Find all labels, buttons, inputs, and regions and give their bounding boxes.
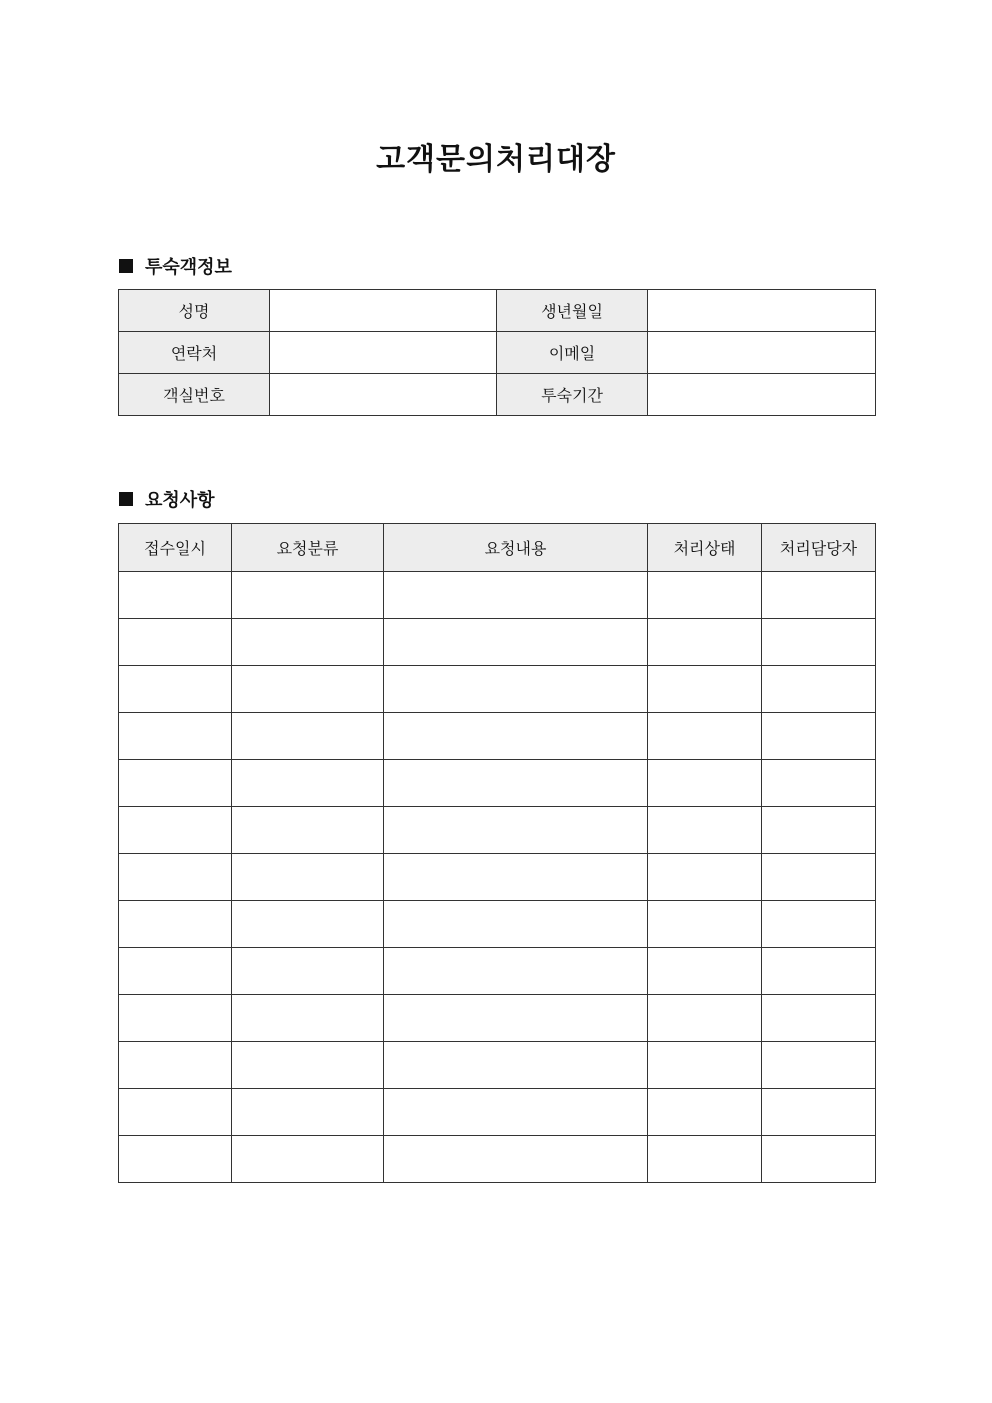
received-time-cell[interactable] xyxy=(119,666,232,713)
table-header-row xyxy=(119,524,876,572)
birthdate-field[interactable] xyxy=(648,290,876,332)
request-category-cell[interactable] xyxy=(232,948,384,995)
table-row xyxy=(119,995,876,1042)
bullet-square-icon xyxy=(119,259,133,273)
request-category-cell[interactable] xyxy=(232,901,384,948)
email-label: 이메일 xyxy=(497,332,648,374)
received-time-cell[interactable] xyxy=(119,1042,232,1089)
status-cell[interactable] xyxy=(648,760,762,807)
table-row xyxy=(119,854,876,901)
table-row xyxy=(119,1089,876,1136)
handler-cell[interactable] xyxy=(762,1042,876,1089)
handler-cell[interactable] xyxy=(762,1136,876,1183)
request-content-cell[interactable] xyxy=(384,854,648,901)
table-row xyxy=(119,1136,876,1183)
column-header-handler: 처리담당자 xyxy=(762,524,876,572)
received-time-cell[interactable] xyxy=(119,807,232,854)
received-time-cell[interactable] xyxy=(119,901,232,948)
stay-period-label: 투숙기간 xyxy=(497,374,648,416)
request-content-cell[interactable] xyxy=(384,572,648,619)
handler-cell[interactable] xyxy=(762,807,876,854)
request-content-cell[interactable] xyxy=(384,619,648,666)
request-content-cell[interactable] xyxy=(384,901,648,948)
received-time-cell[interactable] xyxy=(119,713,232,760)
name-field[interactable] xyxy=(270,290,497,332)
status-cell[interactable] xyxy=(648,666,762,713)
request-category-cell[interactable] xyxy=(232,854,384,901)
handler-cell[interactable] xyxy=(762,854,876,901)
request-heading xyxy=(119,486,215,512)
request-content-cell[interactable] xyxy=(384,1089,648,1136)
table-row xyxy=(119,760,876,807)
handler-cell[interactable] xyxy=(762,901,876,948)
request-category-cell[interactable] xyxy=(232,1089,384,1136)
table-row xyxy=(119,619,876,666)
status-cell[interactable] xyxy=(648,948,762,995)
request-category-cell[interactable] xyxy=(232,619,384,666)
email-field[interactable] xyxy=(648,332,876,374)
request-category-cell[interactable] xyxy=(232,995,384,1042)
guest-info-table xyxy=(118,289,876,416)
handler-cell[interactable] xyxy=(762,995,876,1042)
status-cell[interactable] xyxy=(648,1136,762,1183)
table-row xyxy=(119,332,876,374)
received-time-cell[interactable] xyxy=(119,995,232,1042)
handler-cell[interactable] xyxy=(762,948,876,995)
request-content-cell[interactable] xyxy=(384,760,648,807)
status-cell[interactable] xyxy=(648,901,762,948)
request-table xyxy=(118,523,876,1183)
handler-cell[interactable] xyxy=(762,666,876,713)
status-cell[interactable] xyxy=(648,807,762,854)
request-category-cell[interactable] xyxy=(232,1136,384,1183)
status-cell[interactable] xyxy=(648,572,762,619)
stay-period-field[interactable] xyxy=(648,374,876,416)
request-content-cell[interactable] xyxy=(384,666,648,713)
contact-field[interactable] xyxy=(270,332,497,374)
request-content-cell[interactable] xyxy=(384,713,648,760)
request-category-cell[interactable] xyxy=(232,713,384,760)
status-cell[interactable] xyxy=(648,1089,762,1136)
received-time-cell[interactable] xyxy=(119,1136,232,1183)
guest-info-heading xyxy=(119,253,232,279)
status-cell[interactable] xyxy=(648,619,762,666)
status-cell[interactable] xyxy=(648,995,762,1042)
request-content-cell[interactable] xyxy=(384,807,648,854)
received-time-cell[interactable] xyxy=(119,948,232,995)
table-row xyxy=(119,807,876,854)
handler-cell[interactable] xyxy=(762,760,876,807)
handler-cell[interactable] xyxy=(762,619,876,666)
request-content-cell[interactable] xyxy=(384,948,648,995)
request-category-cell[interactable] xyxy=(232,572,384,619)
column-header-request-content: 요청내용 xyxy=(384,524,648,572)
column-header-received-time: 접수일시 xyxy=(119,524,232,572)
table-row xyxy=(119,1042,876,1089)
table-row xyxy=(119,948,876,995)
bullet-square-icon xyxy=(119,492,133,506)
table-row xyxy=(119,374,876,416)
contact-label: 연락처 xyxy=(119,332,270,374)
received-time-cell[interactable] xyxy=(119,1089,232,1136)
name-label: 성명 xyxy=(119,290,270,332)
status-cell[interactable] xyxy=(648,1042,762,1089)
received-time-cell[interactable] xyxy=(119,572,232,619)
guest-info-heading-text: 투숙객정보 xyxy=(145,257,232,278)
column-header-request-category: 요청분류 xyxy=(232,524,384,572)
table-row xyxy=(119,572,876,619)
request-content-cell[interactable] xyxy=(384,1136,648,1183)
table-row xyxy=(119,901,876,948)
handler-cell[interactable] xyxy=(762,572,876,619)
request-category-cell[interactable] xyxy=(232,666,384,713)
received-time-cell[interactable] xyxy=(119,760,232,807)
status-cell[interactable] xyxy=(648,713,762,760)
handler-cell[interactable] xyxy=(762,713,876,760)
request-category-cell[interactable] xyxy=(232,1042,384,1089)
received-time-cell[interactable] xyxy=(119,854,232,901)
page-title: 고객문의처리대장 xyxy=(376,142,616,177)
birthdate-label: 생년월일 xyxy=(497,290,648,332)
room-number-field[interactable] xyxy=(270,374,497,416)
request-table-body xyxy=(119,572,876,1183)
request-content-cell[interactable] xyxy=(384,1042,648,1089)
request-heading-text: 요청사항 xyxy=(145,490,215,511)
table-row xyxy=(119,713,876,760)
request-category-cell[interactable] xyxy=(232,760,384,807)
table-row xyxy=(119,666,876,713)
status-cell[interactable] xyxy=(648,854,762,901)
received-time-cell[interactable] xyxy=(119,619,232,666)
handler-cell[interactable] xyxy=(762,1089,876,1136)
request-category-cell[interactable] xyxy=(232,807,384,854)
column-header-status: 처리상태 xyxy=(648,524,762,572)
room-number-label: 객실번호 xyxy=(119,374,270,416)
request-content-cell[interactable] xyxy=(384,995,648,1042)
table-row xyxy=(119,290,876,332)
